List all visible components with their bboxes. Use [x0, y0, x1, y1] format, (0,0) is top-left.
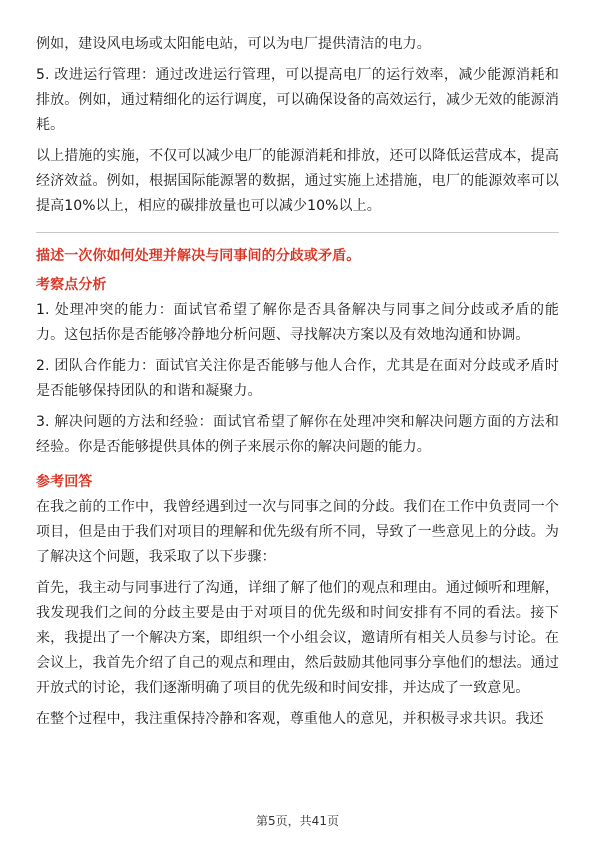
document-page: [36, 32, 559, 732]
analysis-heading: 考察点分析: [36, 277, 107, 293]
analysis-item: 2. 团队合作能力：面试官关注你是否能够与他人合作，尤其是在面对分歧或矛盾时是否能够保持团队的和谐和凝聚力。: [36, 358, 559, 399]
summary-paragraph: 以上措施的实施，不仅可以减少电厂的能源消耗和排放，还可以降低运营成本，提高经济效益。例如，根据国际能源署的数据，通过实施上述措施，电厂的能源效率可以提高10%以上，相应的碳排放量也可以减少10%以上。: [36, 148, 559, 214]
answer-paragraph: 首先，我主动与同事进行了沟通，详细了解了他们的观点和理由。通过倾听和理解，我发现我们之间的分歧主要是由于对项目的优先级和时间安排有不同的看法。接下来，我提出了一个解决方案，即组织一个小组会议，邀请所有相关人员参与讨论。在会议上，我首先介绍了自己的观点和理由，然后鼓励其他同事分享他们的想法。通过开放式的讨论，我们逐渐明确了项目的优先级和时间安排，并达成了一致意见。: [36, 580, 559, 696]
question-title: 描述一次你如何处理并解决与同事间的分歧或矛盾。: [36, 248, 361, 264]
section-divider: [36, 232, 559, 233]
answer-heading: 参考回答: [36, 474, 93, 490]
answer-paragraph: 在我之前的工作中，我曾经遇到过一次与同事之间的分歧。我们在工作中负责同一个项目，但是由于我们对项目的理解和优先级有所不同，导致了一些意见上的分歧。为了解决这个问题，我采取了以下步骤：: [36, 499, 559, 565]
analysis-item: 3. 解决问题的方法和经验：面试官希望了解你在处理冲突和解决问题方面的方法和经验。你是否能够提供具体的例子来展示你的解决问题的能力。: [36, 414, 559, 455]
answer-paragraph: 在整个过程中，我注重保持冷静和客观，尊重他人的意见，并积极寻求共识。我还: [36, 711, 544, 727]
page-footer: 第5页，共41页: [256, 814, 339, 828]
intro-line: 例如，建设风电场或太阳能电站，可以为电厂提供清洁的电力。: [36, 36, 431, 52]
analysis-item: 1. 处理冲突的能力：面试官希望了解你是否具备解决与同事之间分歧或矛盾的能力。这包括你是否能够冷静地分析问题、寻找解决方案以及有效地沟通和协调。: [36, 302, 559, 343]
point-5: 5. 改进运行管理：通过改进运行管理，可以提高电厂的运行效率，减少能源消耗和排放。例如，通过精细化的运行调度，可以确保设备的高效运行，减少无效的能源消耗。: [36, 67, 559, 133]
